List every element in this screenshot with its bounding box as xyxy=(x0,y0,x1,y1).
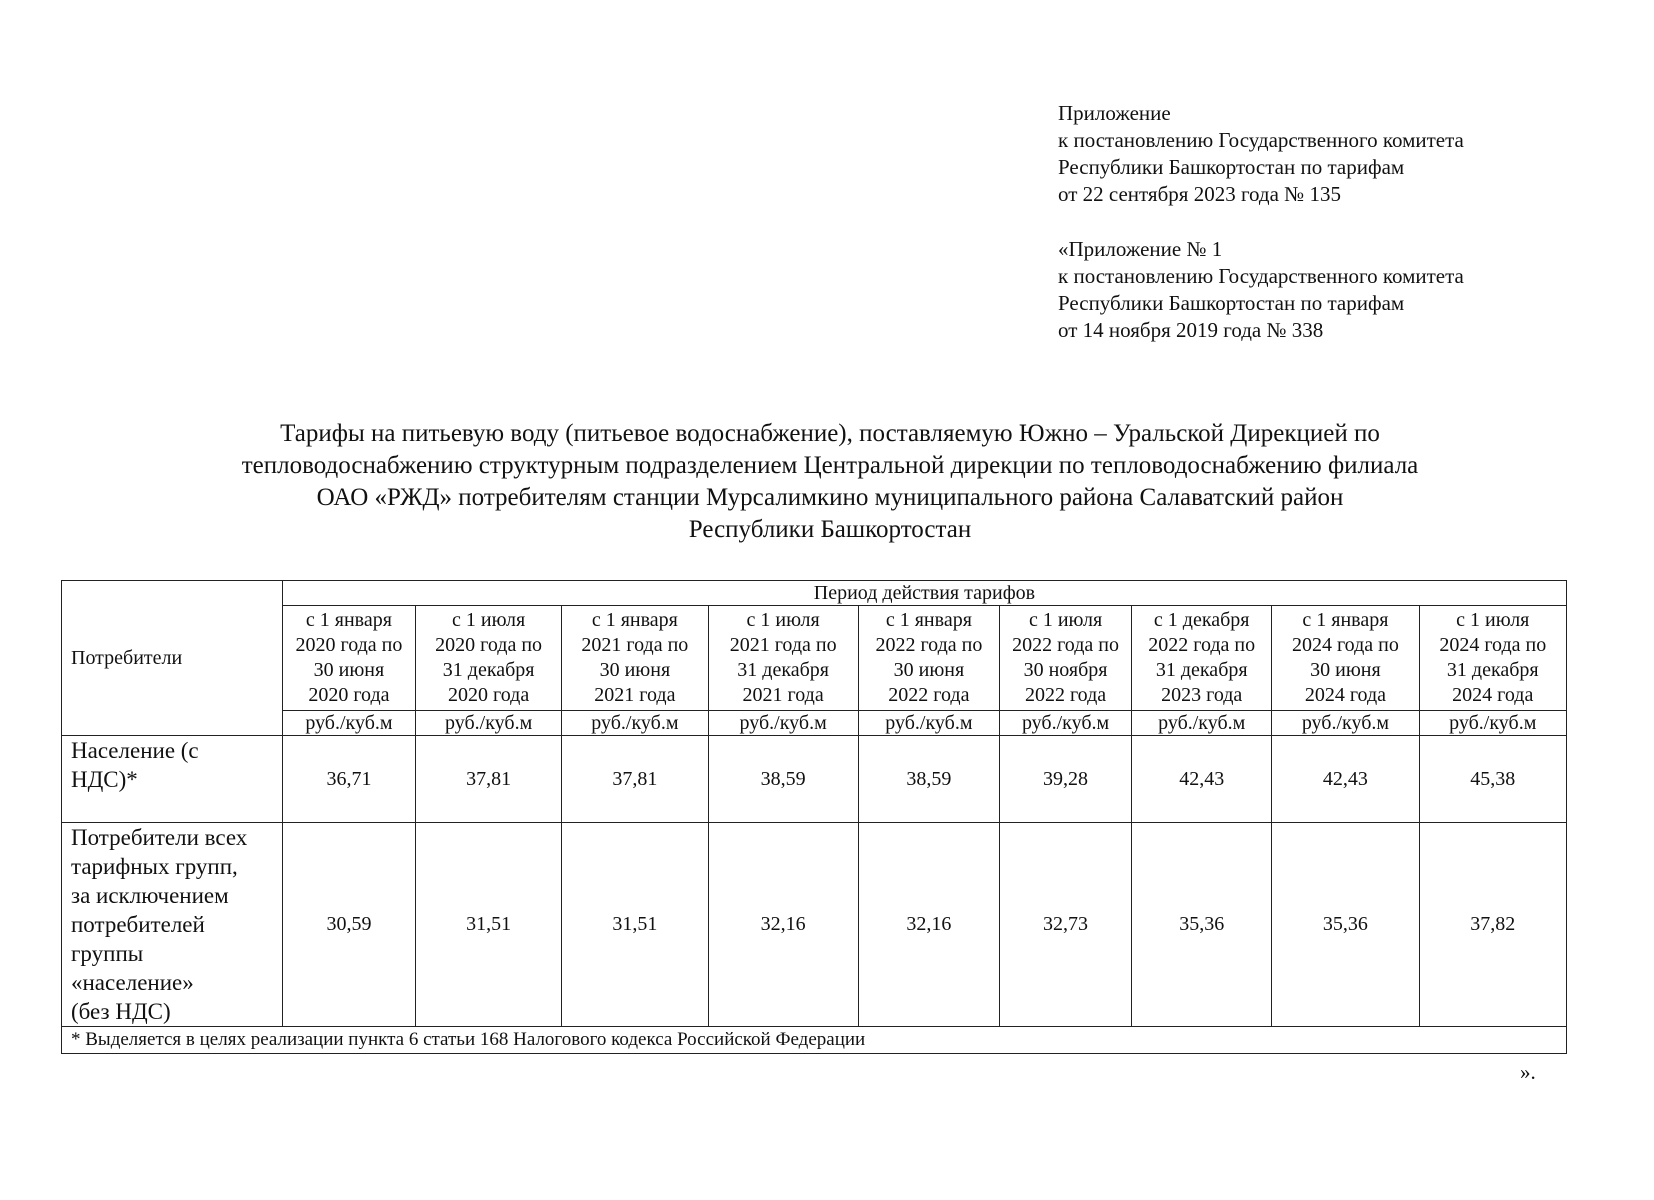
period-cell xyxy=(1132,606,1272,711)
annex-line: Республики Башкортостан по тарифам xyxy=(1058,155,1405,179)
period-line: 2021 года по xyxy=(729,634,837,656)
unit-row xyxy=(62,711,1567,736)
tariff-value-cell: 31,51 xyxy=(562,823,708,1027)
unit-cell: руб./куб.м xyxy=(999,711,1131,736)
period-cell xyxy=(1419,606,1566,711)
tariff-value-cell: 36,71 xyxy=(282,736,415,823)
period-line: 2022 года по xyxy=(1012,634,1119,656)
period-line: 2024 года xyxy=(1452,684,1534,706)
row-label-line: за исключением xyxy=(71,883,229,908)
tariff-value-cell: 30,59 xyxy=(282,823,415,1027)
row-label-line: Потребители всех xyxy=(71,825,248,850)
period-line: 2022 года по xyxy=(875,634,983,656)
unit-cell: руб./куб.м xyxy=(416,711,562,736)
period-line: с 1 декабря xyxy=(1153,609,1250,631)
row-label-line: «население» xyxy=(71,970,194,995)
period-line: 30 июня xyxy=(313,659,385,681)
period-line: с 1 января xyxy=(305,609,392,631)
unit-cell: руб./куб.м xyxy=(858,711,999,736)
period-cell xyxy=(858,606,999,711)
period-line: 2020 года по xyxy=(435,634,543,656)
period-line: 2020 года по xyxy=(295,634,403,656)
tariff-value-cell: 38,59 xyxy=(708,736,858,823)
title-line: тепловодоснабжению структурным подразделением Центральной дирекции по тепловодоснабжению филиала xyxy=(241,452,1419,479)
table-footnote: * Выделяется в целях реализации пункта 6 статьи 168 Налогового кодекса Российской Федерации xyxy=(62,1027,1567,1054)
period-line: 2021 года xyxy=(594,684,676,706)
document-title xyxy=(120,418,1540,546)
unit-cell: руб./куб.м xyxy=(282,711,415,736)
period-line: 30 июня xyxy=(1310,659,1381,681)
unit-cell: руб./куб.м xyxy=(708,711,858,736)
row-label-line: Население (с xyxy=(71,738,199,763)
row-label-line: (без НДС) xyxy=(71,999,171,1024)
table-row-other-consumers xyxy=(62,823,1567,1027)
annex-line: Приложение xyxy=(1058,101,1171,125)
annex-line: к постановлению Государственного комитета xyxy=(1058,264,1464,288)
period-line: с 1 июля xyxy=(746,609,820,631)
annex-current-reference xyxy=(1058,100,1464,208)
tariff-value-cell: 37,81 xyxy=(416,736,562,823)
period-row xyxy=(62,606,1567,711)
period-line: 2021 года xyxy=(742,684,824,706)
row-label-line: группы xyxy=(71,941,144,966)
period-line: с 1 июля xyxy=(452,609,526,631)
period-line: с 1 июля xyxy=(1028,609,1103,631)
tariff-value-cell: 38,59 xyxy=(858,736,999,823)
tariff-value-cell: 35,36 xyxy=(1132,823,1272,1027)
tariff-table xyxy=(61,580,1567,1054)
period-line: 2021 года по xyxy=(581,634,689,656)
unit-cell: руб./куб.м xyxy=(1419,711,1566,736)
period-line: с 1 июля xyxy=(1456,609,1530,631)
row-label xyxy=(62,736,283,823)
period-header: Период действия тарифов xyxy=(282,581,1566,606)
annex-line: Республики Башкортостан по тарифам xyxy=(1058,291,1405,315)
annex-line: к постановлению Государственного комитета xyxy=(1058,128,1464,152)
period-line: 30 июня xyxy=(893,659,965,681)
period-line: 2020 года xyxy=(308,684,390,706)
period-line: 2022 года по xyxy=(1148,634,1256,656)
period-line: 31 декабря xyxy=(737,659,829,681)
period-line: 2024 года по xyxy=(1291,634,1399,656)
period-line: с 1 января xyxy=(885,609,972,631)
period-line: 2024 года по xyxy=(1439,634,1547,656)
period-line: 31 декабря xyxy=(1155,659,1248,681)
tariff-value-cell: 37,81 xyxy=(562,736,708,823)
tariff-value-cell: 32,73 xyxy=(999,823,1131,1027)
period-line: 30 июня xyxy=(599,659,671,681)
annex-original-reference xyxy=(1058,236,1464,344)
period-line: 2022 года xyxy=(888,684,970,706)
tariff-value-cell: 42,43 xyxy=(1132,736,1272,823)
annex-line: «Приложение № 1 xyxy=(1058,237,1223,261)
tariff-value-cell: 32,16 xyxy=(708,823,858,1027)
period-cell xyxy=(416,606,562,711)
period-cell xyxy=(999,606,1131,711)
period-line: 2022 года xyxy=(1024,684,1107,706)
row-label-line: потребителей xyxy=(71,912,205,937)
closing-quote-mark: ». xyxy=(1520,1060,1536,1084)
row-label xyxy=(62,823,283,1027)
table-row-population xyxy=(62,736,1567,823)
title-line: ОАО «РЖД» потребителям станции Мурсалимкино муниципального района Салаватский район xyxy=(316,484,1344,511)
unit-cell: руб./куб.м xyxy=(1132,711,1272,736)
tariff-value-cell: 32,16 xyxy=(858,823,999,1027)
unit-cell: руб./куб.м xyxy=(562,711,708,736)
period-line: 30 ноября xyxy=(1023,659,1108,681)
period-line: 31 декабря xyxy=(1446,659,1539,681)
period-cell xyxy=(1272,606,1419,711)
period-line: с 1 января xyxy=(1302,609,1389,631)
row-label-line: тарифных групп, xyxy=(71,854,238,879)
tariff-value-cell: 35,36 xyxy=(1272,823,1419,1027)
annex-line: от 14 ноября 2019 года № 338 xyxy=(1058,318,1324,342)
period-cell xyxy=(562,606,708,711)
unit-cell: руб./куб.м xyxy=(1272,711,1419,736)
period-line: 31 декабря xyxy=(442,659,535,681)
title-line: Тарифы на питьевую воду (питьевое водоснабжение), поставляемую Южно – Уральской Дирекцией по xyxy=(280,420,1380,447)
row-label-line: НДС)* xyxy=(71,767,138,792)
annex-line: от 22 сентября 2023 года № 135 xyxy=(1058,182,1341,206)
tariff-value-cell: 45,38 xyxy=(1419,736,1566,823)
period-line: 2020 года xyxy=(448,684,530,706)
period-line: 2024 года xyxy=(1304,684,1387,706)
period-cell xyxy=(282,606,415,711)
period-cell xyxy=(708,606,858,711)
period-line: 2023 года xyxy=(1161,684,1243,706)
tariff-value-cell: 42,43 xyxy=(1272,736,1419,823)
tariff-value-cell: 39,28 xyxy=(999,736,1131,823)
tariff-value-cell: 31,51 xyxy=(416,823,562,1027)
title-line: Республики Башкортостан xyxy=(688,516,972,543)
tariff-value-cell: 37,82 xyxy=(1419,823,1566,1027)
consumers-header: Потребители xyxy=(62,581,283,736)
period-line: с 1 января xyxy=(591,609,678,631)
